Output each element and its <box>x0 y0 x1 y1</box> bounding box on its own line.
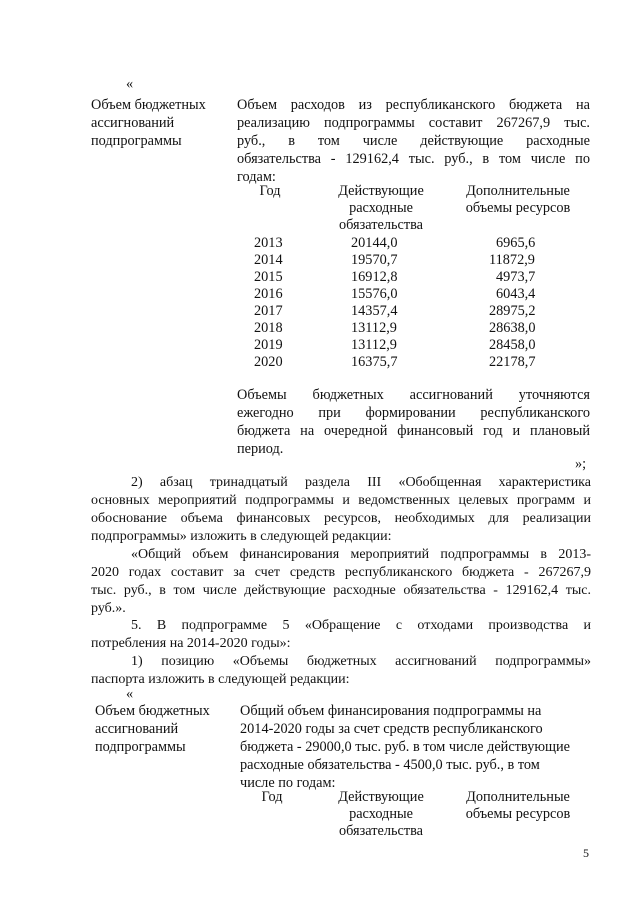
header-line: Дополнительные <box>466 789 570 805</box>
row-additional: 6043,4 <box>496 286 536 302</box>
header-line: Действующие <box>338 183 424 199</box>
note-line: бюджета на очередной финансовый год и плановый <box>237 423 590 439</box>
close-quote: »; <box>575 456 587 472</box>
row-additional: 6965,6 <box>496 235 536 251</box>
row-year: 2017 <box>254 303 283 319</box>
section-2 <box>91 474 591 546</box>
text-line: руб., в том числе действующие расходные <box>237 133 590 149</box>
header-line: объемы ресурсов <box>465 200 571 216</box>
row-existing: 20144,0 <box>351 235 398 251</box>
paragraph-line: 2020 годах составит за счет средств республиканского бюджета - 267267,9 <box>91 565 591 580</box>
label-line: ассигнований <box>91 115 175 131</box>
header-line: Действующие <box>338 789 424 805</box>
row-additional: 28458,0 <box>489 337 536 353</box>
row-existing: 13112,9 <box>351 337 397 353</box>
label-line: подпрограммы <box>91 133 182 149</box>
row-existing: 16375,7 <box>351 354 398 370</box>
header-line: расходные <box>349 200 413 216</box>
row-year: 2016 <box>254 286 283 302</box>
budget-label <box>95 702 232 756</box>
text-line: числе по годам: <box>240 775 336 791</box>
row-year: 2019 <box>254 337 283 353</box>
budget-text <box>240 702 590 792</box>
row-existing: 13112,9 <box>351 320 397 336</box>
paragraph-line: паспорта изложить в следующей редакции: <box>91 672 350 687</box>
header-line: расходные <box>349 806 413 822</box>
note-line: период. <box>237 441 284 457</box>
paragraph-line: основных мероприятий подпрограммы и ведомственных целевых программ и <box>91 493 591 508</box>
header-line: объемы ресурсов <box>465 806 571 822</box>
header-line: обязательства <box>338 217 423 233</box>
col-header-year: Год <box>261 789 283 805</box>
page-number: 5 <box>583 846 589 860</box>
text-line: реализацию подпрограммы составит 267267,9 тыс. <box>237 115 590 131</box>
text-line: расходные обязательства - 4500,0 тыс. руб., в том <box>240 757 540 773</box>
paragraph-line: подпрограммы» изложить в следующей редакции: <box>91 529 392 544</box>
row-additional: 28638,0 <box>489 320 536 336</box>
text-line: 2014-2020 годы за счет средств республиканского <box>240 721 543 737</box>
paragraph-line: 2) абзац тринадцатый раздела III «Обобщенная характеристика <box>131 475 591 490</box>
note-line: ежегодно при формировании республиканского <box>237 405 590 421</box>
row-additional: 22178,7 <box>489 354 536 370</box>
note-line: Объемы бюджетных ассигнований уточняются <box>237 387 590 403</box>
row-additional: 4973,7 <box>496 269 536 285</box>
budget-label <box>91 96 228 150</box>
row-year: 2015 <box>254 269 283 285</box>
paragraph-line: 1) позицию «Объемы бюджетных ассигнований подпрограммы» <box>131 654 591 669</box>
label-line: ассигнований <box>95 721 179 737</box>
col-header-existing <box>318 183 444 234</box>
col-header-additional <box>455 789 581 823</box>
row-year: 2020 <box>254 354 283 370</box>
budget-text <box>237 96 590 186</box>
text-line: Объем расходов из республиканского бюджета на <box>237 97 590 113</box>
label-line: Объем бюджетных <box>91 97 206 113</box>
paragraph-line: тыс. руб., в том числе действующие расходные обязательства - 129162,4 тыс. <box>91 583 591 598</box>
paragraph-line: руб.». <box>91 601 126 616</box>
row-existing: 16912,8 <box>351 269 398 285</box>
text-line: Общий объем финансирования подпрограммы на <box>240 703 542 719</box>
open-quote: « <box>126 76 134 92</box>
row-existing: 19570,7 <box>351 252 398 268</box>
paragraph-line: обоснование объема финансовых ресурсов, необходимых для реализации <box>91 511 591 526</box>
row-existing: 15576,0 <box>351 286 398 302</box>
col-header-additional <box>455 183 581 217</box>
section-5 <box>91 617 591 653</box>
paragraph-line: «Общий объем финансирования мероприятий подпрограммы в 2013- <box>131 547 591 562</box>
row-existing: 14357,4 <box>351 303 398 319</box>
row-additional: 28975,2 <box>489 303 536 319</box>
paragraph-line: потребления на 2014-2020 годы»: <box>91 636 291 651</box>
paragraph-line: 5. В подпрограмме 5 «Обращение с отходами производства и <box>131 618 591 633</box>
budget-note <box>237 386 590 458</box>
text-line: бюджета - 29000,0 тыс. руб. в том числе действующие <box>240 739 571 755</box>
header-line: Дополнительные <box>466 183 570 199</box>
row-additional: 11872,9 <box>489 252 535 268</box>
open-quote: « <box>126 686 134 702</box>
label-line: Объем бюджетных <box>95 703 210 719</box>
label-line: подпрограммы <box>95 739 186 755</box>
quoted-paragraph <box>91 546 591 618</box>
header-line: обязательства <box>338 823 423 839</box>
col-header-existing <box>318 789 444 840</box>
col-header-year: Год <box>259 183 281 199</box>
text-line: годам: <box>237 169 276 185</box>
row-year: 2018 <box>254 320 283 336</box>
text-line: обязательства - 129162,4 тыс. руб., в том числе по <box>237 151 590 167</box>
row-year: 2013 <box>254 235 283 251</box>
row-year: 2014 <box>254 252 283 268</box>
item-1 <box>91 653 591 689</box>
